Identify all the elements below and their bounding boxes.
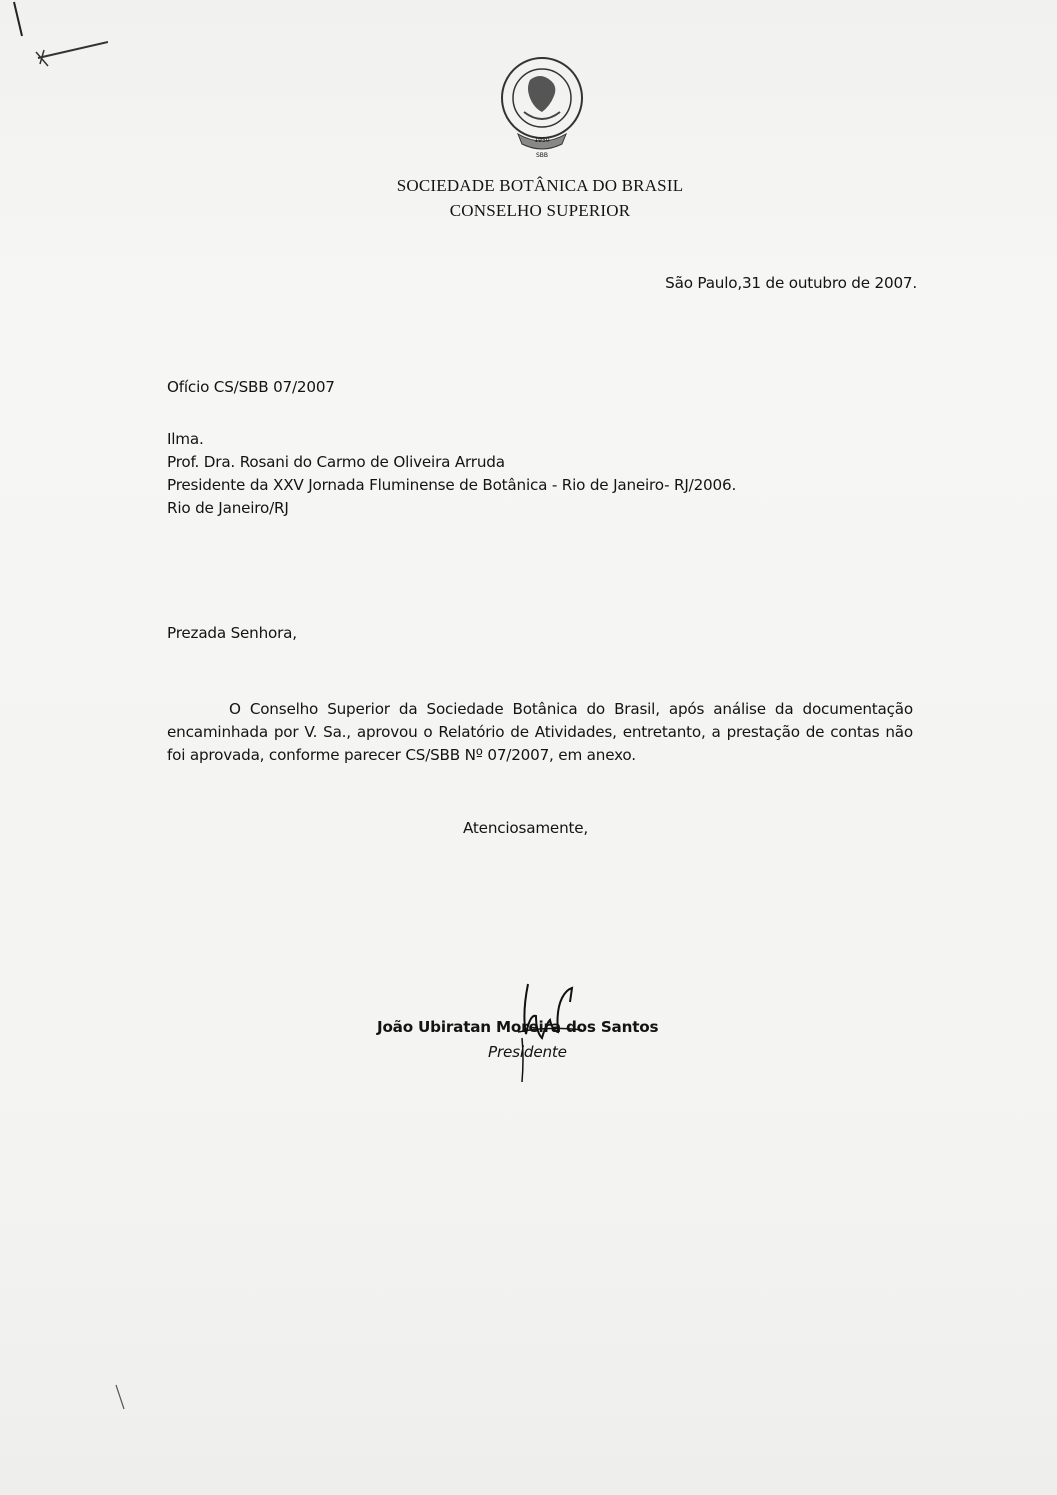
organization-council: CONSELHO SUPERIOR bbox=[449, 201, 631, 220]
society-seal-icon bbox=[498, 54, 586, 162]
letter-reference: Ofício CS/SBB 07/2007 bbox=[167, 378, 335, 396]
recipient-title: Ilma. bbox=[167, 430, 204, 448]
letter-date: São Paulo,31 de outubro de 2007. bbox=[665, 274, 917, 292]
handwritten-signature-icon bbox=[508, 972, 598, 1084]
pen-mark-icon bbox=[8, 0, 108, 70]
recipient-name: Prof. Dra. Rosani do Carmo de Oliveira Arruda bbox=[167, 453, 505, 471]
stray-pen-mark-icon bbox=[112, 1383, 132, 1413]
svg-text:1950: 1950 bbox=[534, 137, 550, 144]
recipient-location: Rio de Janeiro/RJ bbox=[167, 499, 289, 517]
signatory-name: João Ubiratan Moreira dos Santos bbox=[377, 1018, 659, 1036]
letter-greeting: Prezada Senhora, bbox=[167, 624, 297, 642]
letter-body-paragraph: O Conselho Superior da Sociedade Botânica do Brasil, após análise da documentação encaminhada por V. Sa., aprovou o Relatório de Atividades, entretanto, a prestação de contas não foi aprovada, conforme parecer CS/SBB Nº 07/2007, em anexo. bbox=[167, 700, 913, 764]
svg-text:SBB: SBB bbox=[535, 152, 549, 159]
letter-closing: Atenciosamente, bbox=[463, 819, 589, 837]
organization-name: SOCIEDADE BOTÂNICA DO BRASIL bbox=[396, 176, 684, 195]
signatory-role: Presidente bbox=[488, 1043, 567, 1061]
recipient-position: Presidente da XXV Jornada Fluminense de Botânica - Rio de Janeiro- RJ/2006. bbox=[167, 476, 737, 494]
